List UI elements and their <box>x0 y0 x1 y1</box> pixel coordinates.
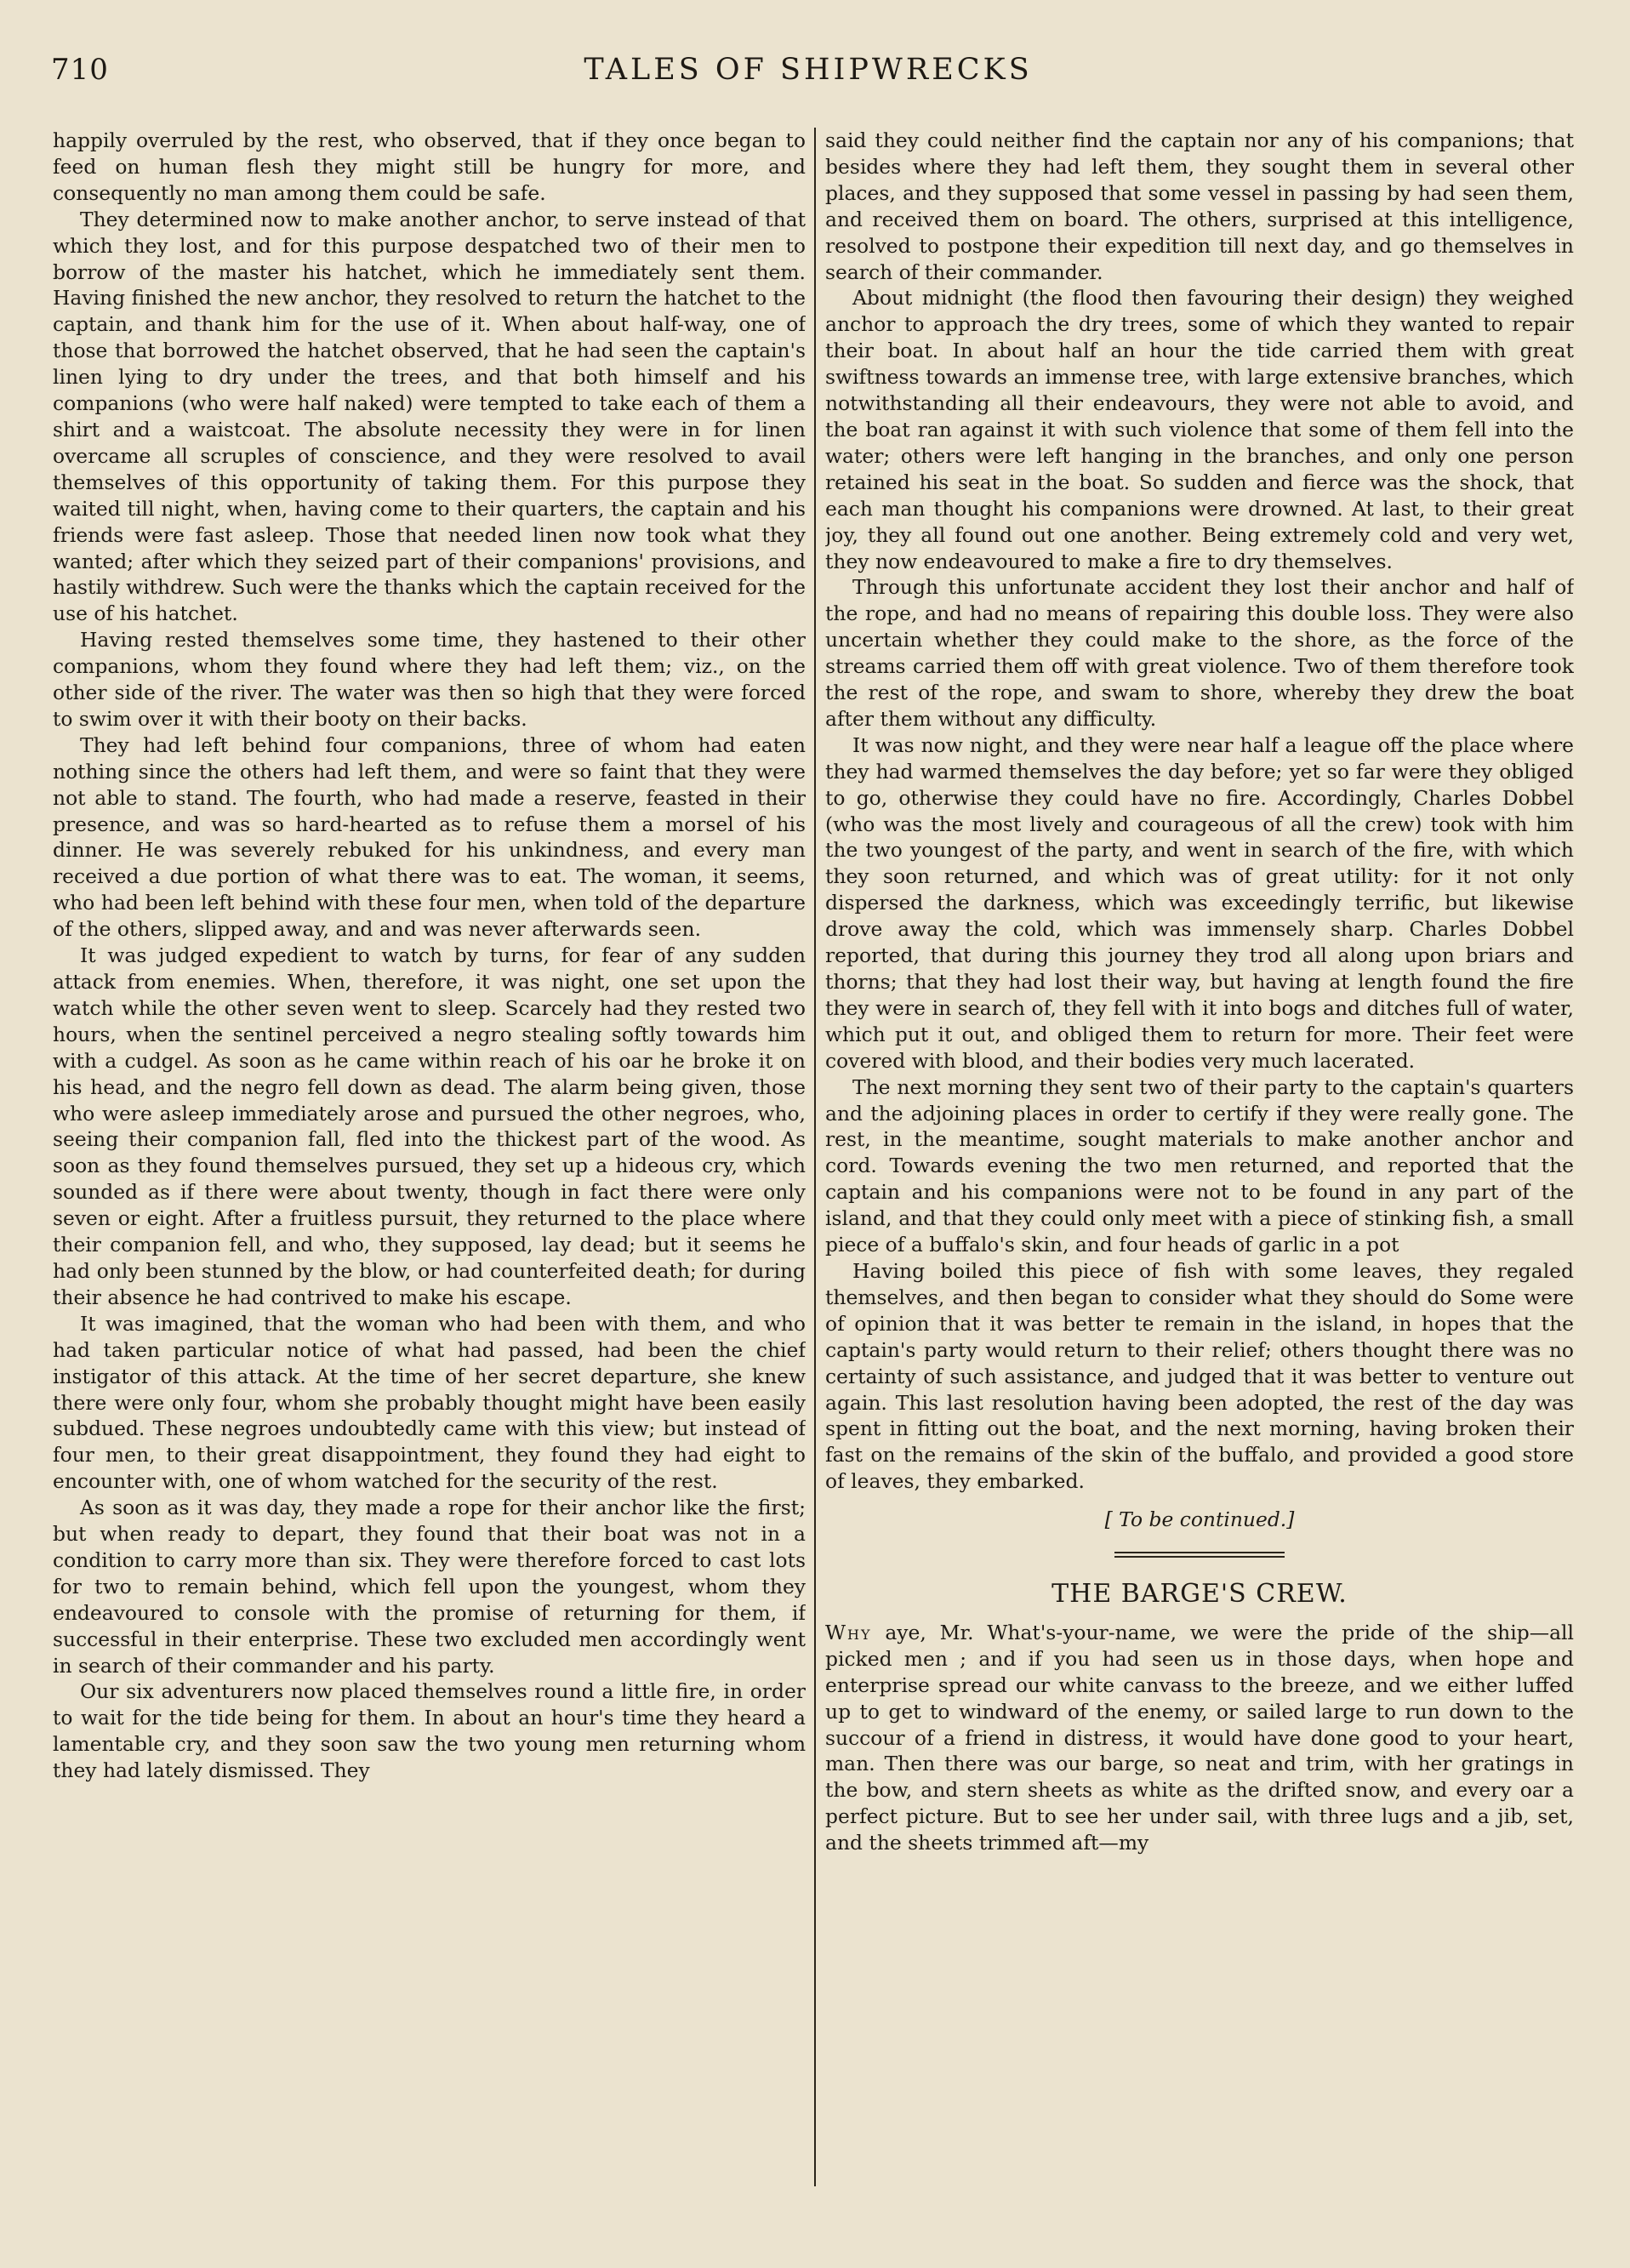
page-number: 710 <box>51 53 109 87</box>
paragraph: Having rested themselves some time, they hastened to their other companions, whom they found where they had left them; viz., on the other side of the river. The water was then so high that they were forced to swim over it with their booty on their backs. <box>53 628 806 731</box>
right-column <box>825 128 1574 2186</box>
paragraph: Our six adventurers now placed themselves round a little fire, in order to wait for the tide being for them. In about an hour's time they heard a lamentable cry, and they soon saw the two young men returning whom they had lately dismissed. They <box>53 1679 806 1783</box>
paragraph: They had left behind four companions, three of whom had eaten nothing since the others had left them, and were so faint that they were not able to stand. The fourth, who had made a reserve, feasted in their presence, and was so hard-hearted as to refuse them a morsel of his dinner. He was severely rebuked for his unkindness, and every man received a due portion of what there was to eat. The woman, it seems, who had been left behind with these four men, when told of the departure of the others, slipped away, and and was never afterwards seen. <box>53 732 806 942</box>
running-title: TALES OF SHIPWRECKS <box>584 53 1033 87</box>
paragraph: It was now night, and they were near half a league off the place where they had warmed themselves the day before; yet so far were they obliged to go, otherwise they could have no fire. Accordingly, Charles Dobbel (who was the most lively and courageous of all the crew) took with him the two youngest of the party, and went in search of the fire, with which they soon returned, and which was of great utility: for it not only dispersed the darkness, which was exceedingly terrific, but likewise drove away the cold, which was immensely sharp. Charles Dobbel reported, that during this journey they trod all along upon briars and thorns; that they had lost their way, but having at length found the fire they were in search of, they fell with it into bogs and ditches full of water, which put it out, and obliged them to return for more. Their feet were covered with blood, and their bodies very much lacerated. <box>825 732 1574 1073</box>
article-opening-text: aye, Mr. What's-your-name, we were the pride of the ship—all picked men ; and if you had seen us in those days, when hope and enterprise spread our white canvass to the breeze, and we either luffed up to get to windward of the enemy, or sailed large to run down to the succour of a friend in distress, it would have done good to your heart, man. Then there was our barge, so neat and trim, with her gratings in the bow, and stern sheets as white as the drifted snow, and every oar a perfect picture. But to see her under sail, with three lugs and a jib, set, and the sheets trimmed aft—my <box>825 1620 1574 1855</box>
to-be-continued-note: [ To be continued.] <box>1104 1507 1295 1532</box>
article-title: THE BARGE'S CREW. <box>1052 1579 1348 1610</box>
article-lead-word: Why <box>825 1620 872 1644</box>
paragraph: About midnight (the flood then favouring their design) they weighed anchor to approach the dry trees, some of which they wanted to repair their boat. In about half an hour the tide carried them with great swiftness towards an immense tree, with large extensive branches, which notwithstanding all their endeavours, they were not able to avoid, and the boat ran against it with such violence that some of them fell into the water; others were left hanging in the branches, and only one person retained his seat in the boat. So sudden and fierce was the shock, that each man thought his companions were drowned. At last, to their great joy, they all found out one another. Being extremely cold and very wet, they now endeavoured to make a fire to dry themselves. <box>825 286 1574 573</box>
column-rule <box>814 128 816 2186</box>
section-divider <box>1114 1552 1285 1558</box>
paragraph: It was imagined, that the woman who had been with them, and who had taken particular notice of what had passed, had been the chief instigator of this attack. At the time of her secret departure, she knew there were only four, whom she probably thought might have been easily subdued. These negroes undoubtedly came with this view; but instead of four men, to their great disappointment, they found they had eight to encounter with, one of whom watched for the security of the rest. <box>53 1311 806 1494</box>
article-opening-paragraph <box>825 1620 1574 1856</box>
paragraph: The next morning they sent two of their party to the captain's quarters and the adjoining places in order to certify if they were really gone. The rest, in the meantime, sought materials to make another anchor and cord. Towards evening the two men returned, and reported that the captain and his companions were not to be found in any part of the island, and that they could only meet with a piece of stinking fish, a small piece of a buffalo's skin, and four heads of garlic in a pot <box>825 1074 1574 1257</box>
paragraph: said they could neither find the captain nor any of his companions; that besides where they had left them, they sought them in several other places, and they supposed that some vessel in passing by had seen them, and received them on board. The others, surprised at this intelligence, resolved to postpone their expedition till next day, and go themselves in search of their commander. <box>825 128 1574 284</box>
left-column <box>53 128 806 2186</box>
paragraph: As soon as it was day, they made a rope for their anchor like the first; but when ready to depart, they found that their boat was not in a condition to carry more than six. They were therefore forced to cast lots for two to remain behind, which fell upon the youngest, whom they endeavoured to console with the promise of returning for them, if successful in their enterprise. These two excluded men accordingly went in search of their commander and his party. <box>53 1496 806 1678</box>
paragraph: Through this unfortunate accident they lost their anchor and half of the rope, and had no means of repairing this double loss. They were also uncertain whether they could make to the shore, as the force of the streams carried them off with great violence. Two of them therefore took the rest of the rope, and swam to shore, whereby they drew the boat after them without any difficulty. <box>825 575 1574 731</box>
right-column-paragraphs <box>825 128 1574 1495</box>
paragraph: They determined now to make another anchor, to serve instead of that which they lost, and for this purpose despatched two of their men to borrow of the master his hatchet, which he immediately sent them. Having finished the new anchor, they resolved to return the hatchet to the captain, and thank him for the use of it. When about half-way, one of those that borrowed the hatchet observed, that he had seen the captain's linen lying to dry under the trees, and that both himself and his companions (who were half naked) were tempted to take each of them a shirt and a waistcoat. The absolute necessity they were in for linen overcame all scruples of conscience, and they were resolved to avail themselves of this opportunity of taking them. For this purpose they waited till night, when, having come to their quarters, the captain and his friends were fast asleep. Those that needed linen now took what they wanted; after which they seized part of their companions' provisions, and hastily withdrew. Such were the thanks which the captain received for the use of his hatchet. <box>53 207 806 626</box>
paragraph: It was judged expedient to watch by turns, for fear of any sudden attack from enemies. When, therefore, it was night, one set upon the watch while the other seven went to sleep. Scarcely had they rested two hours, when the sentinel perceived a negro stealing softly towards him with a cudgel. As soon as he came within reach of his oar he broke it on his head, and the negro fell down as dead. The alarm being given, those who were asleep immediately arose and pursued the other negroes, who, seeing their companion fall, fled into the thickest part of the wood. As soon as they found themselves pursued, they set up a hideous cry, which sounded as if there were about twenty, though in fact there were only seven or eight. After a fruitless pursuit, they returned to the place where their companion fell, and who, they supposed, lay dead; but it seems he had only been stunned by the blow, or had counterfeited death; for during their absence he had contrived to make his escape. <box>53 943 806 1309</box>
page-header <box>51 53 1565 95</box>
paragraph: happily overruled by the rest, who observed, that if they once began to feed on human flesh they might still be hungry for more, and consequently no man among them could be safe. <box>53 128 806 205</box>
paragraph: Having boiled this piece of fish with some leaves, they regaled themselves, and then began to consider what they should do Some were of opinion that it was better te remain in the island, in hopes that the captain's party would return to their relief; others thought there was no certainty of such assistance, and judged that it was better to venture out again. This last resolution having been adopted, the rest of the day was spent in fitting out the boat, and the next morning, having broken their fast on the remains of the skin of the buffalo, and provided a good store of leaves, they embarked. <box>825 1258 1574 1494</box>
